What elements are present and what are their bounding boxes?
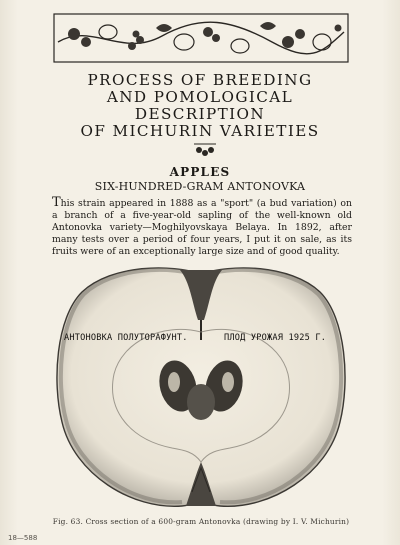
title-line: AND POMOLOGICAL DESCRIPTION <box>106 88 294 123</box>
paragraph-text: his strain appeared in 1888 as a "sport" (a bud variation) on a branch of a five-year-old sapling of the well-known old Antonovka variety—Moghilyovskaya Belaya. In 1892, after many tests over a period of four years, I put it on sale, as its fruits were of an exceptionally large size and of good quality. <box>52 198 352 257</box>
apple-cross-section-drawing <box>52 262 350 512</box>
dropcap: T <box>52 195 61 210</box>
section-heading: APPLES <box>169 165 231 179</box>
page-title <box>40 72 360 140</box>
page-marker: 18—588 <box>8 534 38 542</box>
fruit-garland-icon <box>52 12 350 64</box>
body-paragraph <box>52 197 352 258</box>
berry-cluster-icon <box>190 140 220 158</box>
figure-caption: Fig. 63. Cross section of a 600-gram Antonovka (drawing by I. V. Michurin) <box>52 517 350 526</box>
title-line: PROCESS OF BREEDING <box>87 71 313 89</box>
subsection-heading: SIX-HUNDRED-GRAM ANTONOVKA <box>94 180 306 193</box>
figure-label-harvest: ПЛОД УРОЖАЯ 1925 Г. <box>224 333 327 343</box>
title-line: OF MICHURIN VARIETIES <box>80 122 320 140</box>
figure-label-variety: АНТОНОВКА ПОЛУТОРАФУНТ. <box>64 333 188 343</box>
